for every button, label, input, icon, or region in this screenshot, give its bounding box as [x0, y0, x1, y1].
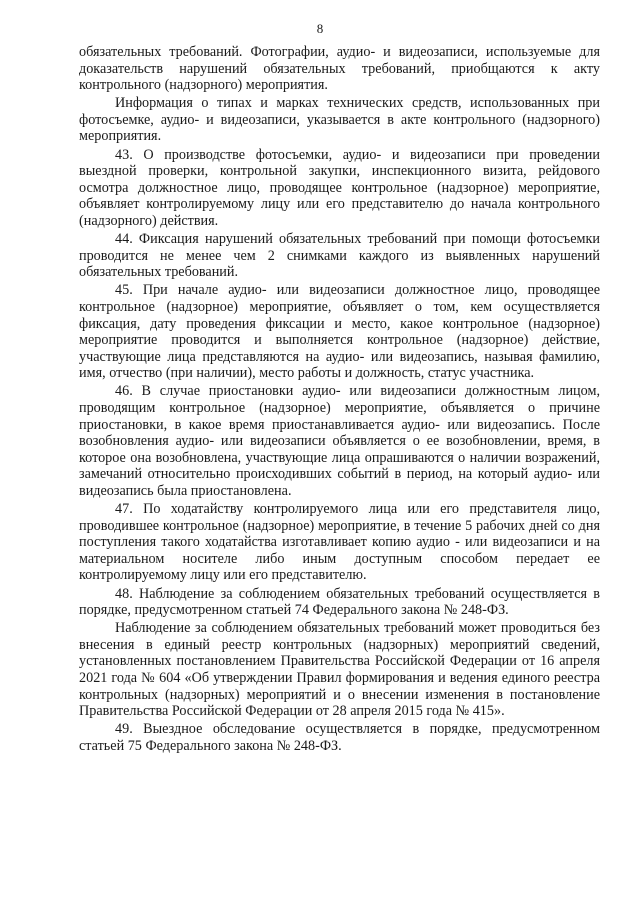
paragraph-45: 45. При начале аудио- или видеозаписи должностное лицо, проводящее контрольное (надзорное) мероприятие, объявляет о том, кем осуществляется фиксация, дату проведения фиксации и место, какое контрольное (надзорное) мероприятие проводится и выполняется контрольное (надзорное) действие, участвующие лица представляются на аудио- или видеозапись, называя фамилию, имя, отчество (при наличии), место работы и должность, статус участника.: [79, 282, 600, 382]
page-number: 8: [316, 21, 324, 36]
paragraph-49: 49. Выездное обследование осуществляется в порядке, предусмотренном статьей 75 Федерального закона № 248-ФЗ.: [79, 721, 600, 754]
paragraph-43: 43. О производстве фотосъемки, аудио- и видеозаписи при проведении выездной проверки, контрольной закупки, инспекционного визита, рейдового осмотра должностное лицо, проводящее контрольное (надзорное) мероприятие, объявляет контролируемому лицу или его представителю до начала контрольного (надзорного) действия.: [79, 146, 600, 229]
paragraph-46: 46. В случае приостановки аудио- или видеозаписи должностным лицом, проводящим контрольное (надзорное) мероприятие, объявляется о причине приостановки, в какое время приостанавливается аудио- или видеозапись. После возобновления аудио- или видеозаписи объявляется о ее возобновлении, время, в которое она возобновлена, участвующие лица опрашиваются о наличии возражений, замечаний относительно происходивших событий в период, на который аудио- или видеозапись была приостановлена.: [79, 383, 600, 499]
paragraph-44: 44. Фиксация нарушений обязательных требований при помощи фотосъемки проводится не менее чем 2 снимками каждого из выявленных нарушений обязательных требований.: [79, 231, 600, 281]
paragraph-47: 47. По ходатайству контролируемого лица или его представителя лицо, проводившее контрольное (надзорное) мероприятие, в течение 5 рабочих дней со дня поступления такого ходатайства изготавливает копию аудио - или видеозаписи и на материальном носителе либо иным доступным способом передает ее контролируемому лицу или его представителю.: [79, 501, 600, 584]
paragraph-continuation: обязательных требований. Фотографии, аудио- и видеозаписи, используемые для доказательств нарушений обязательных требований, приобщаются к акту контрольного (надзорного) мероприятия.: [79, 44, 600, 94]
document-body: [79, 44, 600, 756]
paragraph-technical-means-info: Информация о типах и марках технических средств, использованных при фотосъемке, аудио- и видеозаписи, указывается в акте контрольного (надзорного) мероприятия.: [79, 95, 600, 145]
paragraph-observation: Наблюдение за соблюдением обязательных требований может проводиться без внесения в единый реестр контрольных (надзорных) мероприятий сведений, установленных постановлением Правительства Российской Федерации от 16 апреля 2021 года № 604 «Об утверждении Правил формирования и ведения единого реестра контрольных (надзорных) мероприятий и о внесении изменения в постановление Правительства Российской Федерации от 28 апреля 2015 года № 415».: [79, 620, 600, 720]
paragraph-48: 48. Наблюдение за соблюдением обязательных требований осуществляется в порядке, предусмотренном статьей 74 Федерального закона № 248-ФЗ.: [79, 585, 600, 619]
